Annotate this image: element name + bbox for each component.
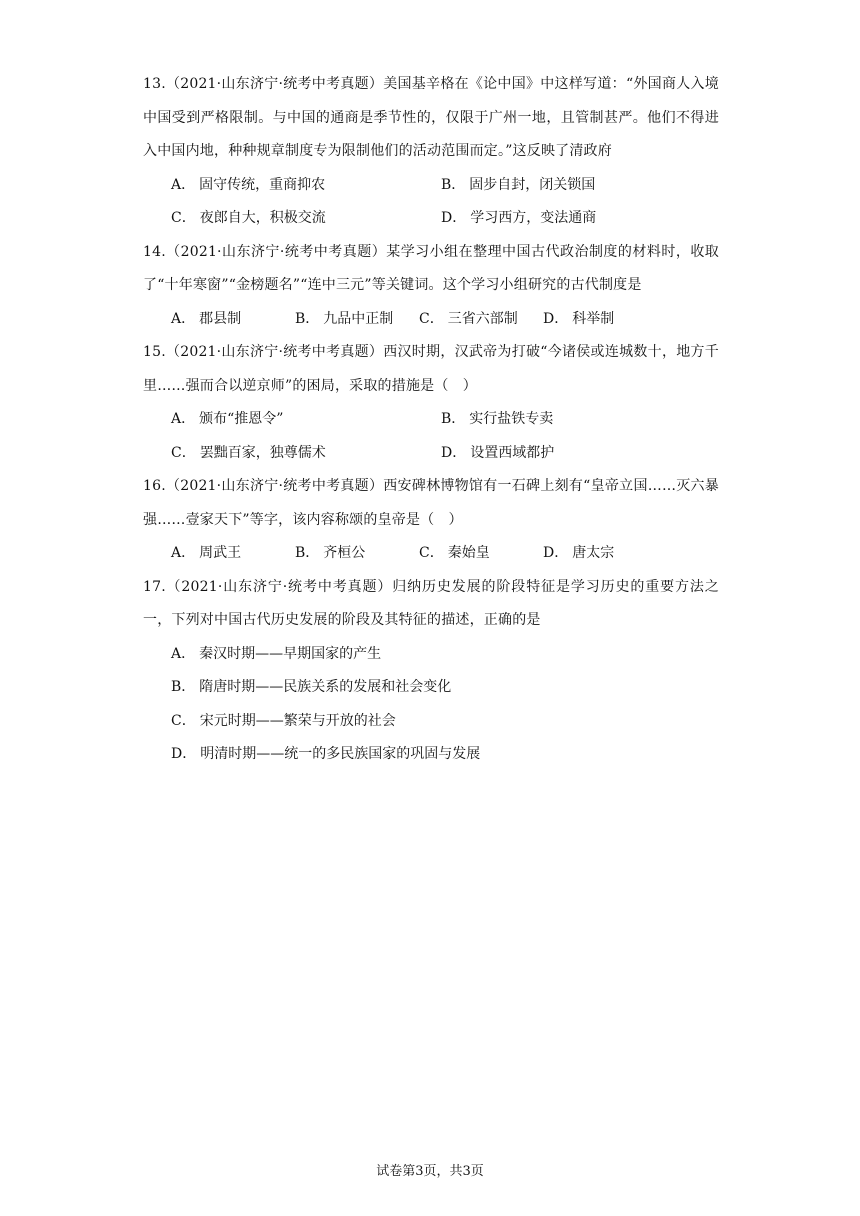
option-row: [171, 671, 719, 705]
option-row: [171, 705, 719, 739]
option-group: [143, 169, 719, 236]
option-text: 明清时期——统一的多民族国家的巩固与发展: [200, 746, 481, 762]
question-stem: 17.（2021·山东济宁·统考中考真题）归纳历史发展的阶段特征是学习历史的重要方法之一，下列对中国古代历史发展的阶段及其特征的描述，正确的是: [143, 578, 719, 628]
option-text: 秦汉时期——早期国家的产生: [199, 645, 382, 662]
option-letter: D．: [171, 746, 197, 762]
option-c: [171, 705, 711, 739]
option-group: [143, 638, 719, 772]
option-letter: A．: [171, 310, 196, 327]
option-a: [171, 303, 295, 337]
question-14: [143, 236, 719, 337]
option-c: [171, 437, 441, 471]
option-letter: A．: [171, 645, 196, 662]
option-letter: A．: [171, 545, 196, 561]
option-a: [171, 169, 441, 203]
option-b: [295, 303, 419, 337]
option-text: 设置西域都护: [470, 444, 555, 461]
page-footer: 试卷第3页，共3页: [376, 1164, 484, 1179]
question-stem: 15.（2021·山东济宁·统考中考真题）西汉时期，汉武帝为打破“今诸侯或连城数十，地方千里……强而合以逆京师”的困局，采取的措施是（ ）: [143, 344, 719, 394]
option-row: [171, 638, 719, 672]
question-13: [143, 68, 719, 236]
option-a: [171, 537, 295, 571]
option-group: [143, 403, 719, 470]
option-letter: B．: [441, 411, 466, 427]
option-row: [171, 738, 719, 772]
option-text: 学习西方，变法通商: [470, 210, 597, 226]
option-text: 固步自封，闭关锁国: [469, 176, 596, 193]
option-text: 固守传统，重商抑农: [199, 176, 326, 193]
option-row: [171, 202, 719, 236]
option-letter: A．: [171, 176, 196, 193]
option-row: [171, 537, 719, 571]
option-letter: A．: [171, 411, 196, 427]
option-text: 宋元时期——繁荣与开放的社会: [199, 712, 396, 729]
option-b: [441, 403, 711, 437]
option-d: [171, 738, 711, 772]
option-text: 罢黜百家，独尊儒术: [199, 444, 326, 461]
option-text: 三省六部制: [447, 310, 518, 327]
option-letter: C．: [419, 310, 444, 327]
question-stem: 13.（2021·山东济宁·统考中考真题）美国基辛格在《论中国》中这样写道：“外国商人入境中国受到严格限制。与中国的通商是季节性的，仅限于广州一地，且管制甚严。他们不得进入中国内地，种种规章制度专为限制他们的活动范围而定。”这反映了清政府: [143, 76, 719, 159]
option-letter: B．: [171, 679, 196, 695]
option-row: [171, 437, 719, 471]
option-d: [543, 303, 667, 337]
option-letter: C．: [171, 712, 196, 729]
option-letter: D．: [441, 444, 467, 461]
option-d: [543, 537, 667, 571]
option-group: [143, 537, 719, 571]
option-text: 实行盐铁专卖: [469, 411, 554, 427]
option-c: [419, 303, 543, 337]
option-text: 周武王: [199, 545, 242, 561]
option-text: 颁布“推恩令”: [199, 411, 284, 427]
question-17: [143, 571, 719, 772]
option-d: [441, 202, 711, 236]
option-letter: B．: [441, 176, 466, 193]
option-b: [295, 537, 419, 571]
option-d: [441, 437, 711, 471]
option-a: [171, 638, 711, 672]
option-b: [441, 169, 711, 203]
question-16: [143, 470, 719, 571]
option-text: 隋唐时期——民族关系的发展和社会变化: [199, 679, 452, 695]
option-row: [171, 403, 719, 437]
option-a: [171, 403, 441, 437]
option-text: 九品中正制: [323, 310, 394, 327]
option-letter: C．: [171, 210, 196, 226]
question-stem: 14.（2021·山东济宁·统考中考真题）某学习小组在整理中国古代政治制度的材料时，收取了“十年寒窗”“金榜题名”“连中三元”等关键词。这个学习小组研究的古代制度是: [143, 243, 719, 293]
option-letter: D．: [543, 545, 569, 561]
question-list: [143, 68, 719, 772]
question-stem: 16.（2021·山东济宁·统考中考真题）西安碑林博物馆有一石碑上刻有“皇帝立国……灭六暴强……壹家天下”等字，该内容称颂的皇帝是（ ）: [143, 478, 719, 528]
option-letter: B．: [295, 310, 320, 327]
option-group: [143, 303, 719, 337]
option-letter: D．: [543, 310, 569, 327]
option-c: [171, 202, 441, 236]
option-text: 郡县制: [199, 310, 242, 327]
option-row: [171, 303, 719, 337]
option-text: 夜郎自大，积极交流: [199, 210, 326, 226]
option-b: [171, 671, 711, 705]
option-text: 科举制: [572, 310, 615, 327]
option-text: 唐太宗: [572, 545, 615, 561]
option-c: [419, 537, 543, 571]
option-letter: C．: [419, 545, 444, 561]
option-text: 齐桓公: [323, 545, 366, 561]
option-letter: D．: [441, 210, 467, 226]
option-letter: B．: [295, 545, 320, 561]
option-letter: C．: [171, 444, 196, 461]
question-15: [143, 336, 719, 470]
option-row: [171, 169, 719, 203]
option-text: 秦始皇: [447, 545, 490, 561]
